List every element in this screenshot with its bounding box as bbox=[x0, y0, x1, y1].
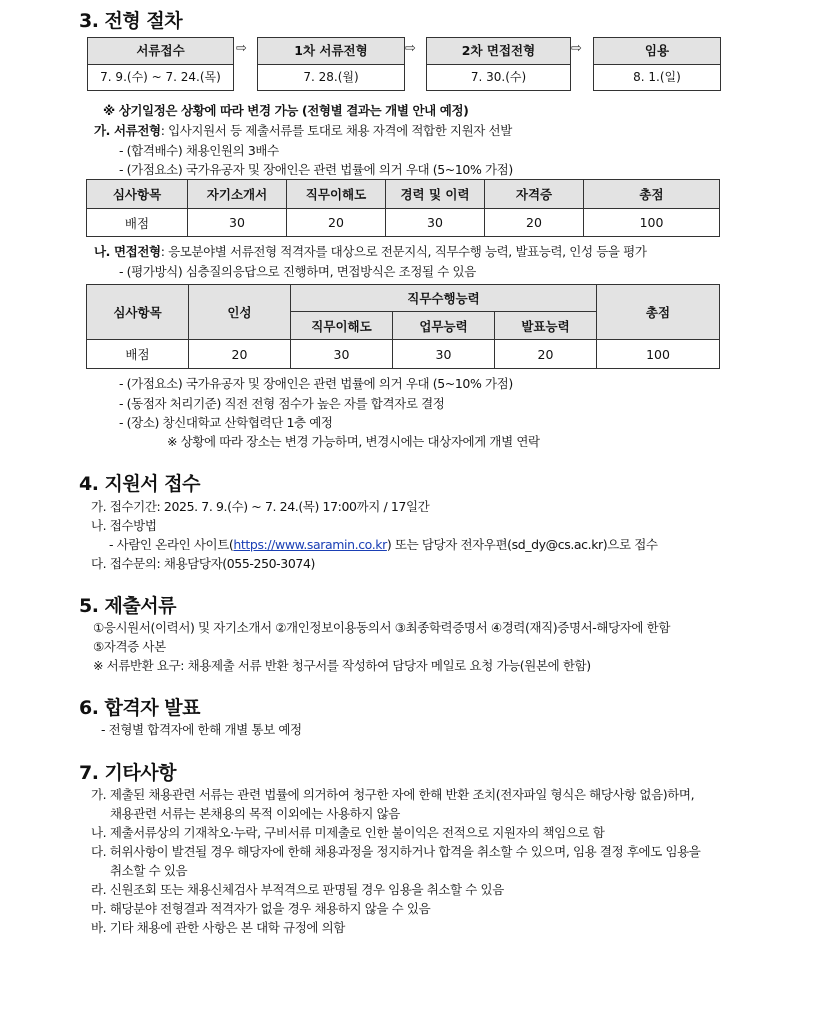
section-4-title: 4. 지원서 접수 bbox=[79, 473, 200, 495]
s7-line-2: 나. 제출서류상의 기재착오·누락, 구비서류 미제출로 인한 불이익은 전적으로 지원자의 책임으로 함 bbox=[91, 825, 605, 840]
step-name: 2차 면접전형 bbox=[427, 38, 570, 65]
s4-line-3-prefix: - 사람인 온라인 사이트( bbox=[109, 537, 234, 552]
step-date: 7. 9.(수) ~ 7. 24.(목) bbox=[88, 65, 233, 90]
s7-line-5: 마. 해당분야 전형결과 적격자가 없을 경우 채용하지 않을 수 있음 bbox=[91, 901, 431, 916]
table-row bbox=[87, 209, 720, 237]
item-ga-text: : 입사지원서 등 제출서류를 토대로 채용 자격에 적합한 지원자 선발 bbox=[160, 123, 512, 138]
step-name: 임용 bbox=[594, 38, 720, 65]
after-sub-3: - (장소) 창신대학교 산학협력단 1층 예정 bbox=[119, 415, 333, 430]
step-date: 7. 30.(수) bbox=[427, 65, 570, 90]
after-sub-1: - (가점요소) 국가유공자 및 장애인은 관련 법률에 의거 우대 (5~10% 가점) bbox=[119, 376, 513, 391]
ga-sub-1: - (합격배수) 채용인원의 3배수 bbox=[119, 143, 279, 158]
item-na bbox=[94, 242, 647, 260]
section-5-title: 5. 제출서류 bbox=[79, 595, 176, 617]
table-header: 직무이해도 bbox=[287, 180, 386, 209]
step-date: 8. 1.(일) bbox=[594, 65, 720, 90]
step-name: 서류접수 bbox=[88, 38, 233, 65]
s7-line-3b: 취소할 수 있음 bbox=[110, 863, 188, 878]
s4-line-4: 다. 접수문의: 채용담당자(055-250-3074) bbox=[91, 556, 315, 571]
table-cell: 20 bbox=[485, 209, 584, 237]
s5-line-2: ⑤자격증 사본 bbox=[93, 639, 166, 654]
s7-line-6: 바. 기타 채용에 관한 사항은 본 대학 규정에 의함 bbox=[91, 920, 345, 935]
s5-line-3: ※ 서류반환 요구: 채용제출 서류 반환 청구서를 작성하여 담당자 메일로 요청 가능(원본에 한함) bbox=[93, 658, 591, 673]
table-header: 자기소개서 bbox=[188, 180, 287, 209]
table-header: 직무이해도 bbox=[291, 312, 393, 340]
step-date: 7. 28.(월) bbox=[258, 65, 404, 90]
arrow-icon: ⇨ bbox=[571, 41, 582, 56]
section-3-title: 3. 전형 절차 bbox=[79, 10, 183, 32]
section-7-title: 7. 기타사항 bbox=[79, 762, 176, 784]
s6-line-1: - 전형별 합격자에 한해 개별 통보 예정 bbox=[101, 722, 302, 737]
saramin-link[interactable]: https://www.saramin.co.kr bbox=[233, 537, 387, 552]
s4-line-2: 나. 접수방법 bbox=[91, 518, 157, 533]
table-cell: 30 bbox=[393, 340, 495, 369]
after-sub-2: - (동점자 처리기준) 직전 전형 점수가 높은 자를 합격자로 결정 bbox=[119, 396, 445, 411]
table-row bbox=[87, 340, 720, 369]
item-na-text: : 응모분야별 서류전형 적격자를 대상으로 전문지식, 직무수행 능력, 발표능력, 인성 등을 평가 bbox=[160, 244, 647, 259]
table-cell: 30 bbox=[188, 209, 287, 237]
arrow-icon: ⇨ bbox=[236, 41, 247, 56]
document-score-table bbox=[86, 179, 720, 237]
step-document-receipt bbox=[87, 37, 234, 91]
table-header: 심사항목 bbox=[87, 285, 189, 340]
item-ga-label: 가. 서류전형 bbox=[94, 123, 161, 138]
s7-line-4: 라. 신원조회 또는 채용신체검사 부적격으로 판명될 경우 임용을 취소할 수 있음 bbox=[91, 882, 504, 897]
table-header: 발표능력 bbox=[495, 312, 597, 340]
after-sub-4: ※ 상황에 따라 장소는 변경 가능하며, 변경시에는 대상자에게 개별 연락 bbox=[167, 434, 540, 449]
table-header: 총점 bbox=[584, 180, 720, 209]
table-header: 심사항목 bbox=[87, 180, 188, 209]
s7-line-3: 다. 허위사항이 발견될 경우 해당자에 한해 채용과정을 정지하거나 합격을 취소할 수 있으며, 임용 결정 후에도 임용을 bbox=[91, 844, 701, 859]
step-name: 1차 서류전형 bbox=[258, 38, 404, 65]
section-6-title: 6. 합격자 발표 bbox=[79, 697, 200, 719]
table-header: 경력 및 이력 bbox=[386, 180, 485, 209]
table-cell: 20 bbox=[495, 340, 597, 369]
table-cell: 배점 bbox=[87, 340, 189, 369]
table-cell: 30 bbox=[386, 209, 485, 237]
table-cell: 배점 bbox=[87, 209, 188, 237]
item-ga bbox=[94, 121, 512, 139]
s4-line-3-suffix: ) 또는 담당자 전자우편(sd_dy@cs.ac.kr)으로 접수 bbox=[386, 537, 658, 552]
s7-line-1: 가. 제출된 채용관련 서류는 관련 법률에 의거하여 청구한 자에 한해 반환 조치(전자파일 형식은 해당사항 없음)하며, bbox=[91, 787, 695, 802]
table-cell: 20 bbox=[189, 340, 291, 369]
table-header-group: 직무수행능력 bbox=[291, 285, 597, 312]
na-sub-1: - (평가방식) 심층질의응답으로 진행하며, 면접방식은 조정될 수 있음 bbox=[119, 264, 476, 279]
table-header: 인성 bbox=[189, 285, 291, 340]
step-appointment bbox=[593, 37, 721, 91]
step-interview bbox=[426, 37, 571, 91]
table-header: 업무능력 bbox=[393, 312, 495, 340]
table-cell: 30 bbox=[291, 340, 393, 369]
table-header: 자격증 bbox=[485, 180, 584, 209]
table-cell: 100 bbox=[584, 209, 720, 237]
table-header: 총점 bbox=[597, 285, 720, 340]
s4-line-3 bbox=[109, 535, 658, 553]
table-cell: 100 bbox=[597, 340, 720, 369]
s5-line-1: ①응시원서(이력서) 및 자기소개서 ②개인정보이용동의서 ③최종학력증명서 ④경력(재직)증명서-해당자에 한함 bbox=[93, 620, 671, 635]
interview-score-table bbox=[86, 284, 720, 369]
s4-line-1: 가. 접수기간: 2025. 7. 9.(수) ~ 7. 24.(목) 17:00까지 / 17일간 bbox=[91, 499, 430, 514]
ga-sub-2: - (가점요소) 국가유공자 및 장애인은 관련 법률에 의거 우대 (5~10% 가점) bbox=[119, 162, 513, 177]
s7-line-1b: 채용관련 서류는 본채용의 목적 이외에는 사용하지 않음 bbox=[110, 806, 400, 821]
schedule-note: ※ 상기일정은 상황에 따라 변경 가능 (전형별 결과는 개별 안내 예정) bbox=[103, 103, 469, 118]
arrow-icon: ⇨ bbox=[405, 41, 416, 56]
item-na-label: 나. 면접전형 bbox=[94, 244, 161, 259]
table-cell: 20 bbox=[287, 209, 386, 237]
step-first-screening bbox=[257, 37, 405, 91]
